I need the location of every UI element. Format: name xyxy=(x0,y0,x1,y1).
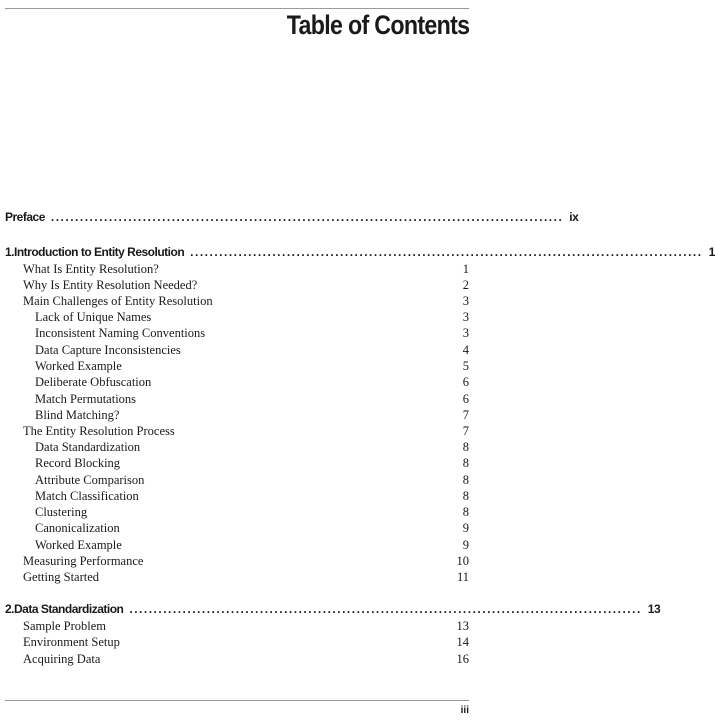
toc-label: Worked Example xyxy=(35,359,122,373)
toc-entry[interactable] xyxy=(23,635,469,650)
chapter-number: 1. xyxy=(5,245,15,259)
toc-entry[interactable] xyxy=(35,408,469,423)
toc-label: Preface xyxy=(5,210,45,224)
toc-entry[interactable] xyxy=(35,359,469,374)
toc-entry[interactable] xyxy=(23,554,469,569)
toc-label: Match Permutations xyxy=(35,392,137,406)
toc-page: 8 xyxy=(462,489,469,503)
toc-label: Data Standardization xyxy=(14,602,124,616)
toc-entry[interactable] xyxy=(35,375,469,390)
toc-entry[interactable] xyxy=(23,278,469,293)
toc-page: 7 xyxy=(462,424,469,438)
toc-entry[interactable] xyxy=(35,505,469,520)
leader-dots: .......................................................................................................... xyxy=(190,245,703,259)
toc-entry[interactable] xyxy=(23,652,469,667)
toc-label: Deliberate Obfuscation xyxy=(35,375,152,389)
toc-page: ix xyxy=(569,210,579,224)
toc-label: Measuring Performance xyxy=(23,554,144,568)
toc-label: Data Standardization xyxy=(35,440,141,454)
toc-label: Worked Example xyxy=(35,538,122,552)
toc-label: Acquiring Data xyxy=(23,652,101,666)
leader-dots: .......................................................................................................... xyxy=(50,210,564,224)
toc-label: Why Is Entity Resolution Needed? xyxy=(23,278,198,292)
chapter-number: 2. xyxy=(5,602,15,616)
toc-page: 6 xyxy=(462,392,469,406)
toc-entry[interactable] xyxy=(23,424,469,439)
toc-chapter[interactable] xyxy=(5,602,661,616)
toc-page: 5 xyxy=(462,359,469,373)
toc-page: 8 xyxy=(462,473,469,487)
top-rule xyxy=(5,8,469,9)
toc-page: 16 xyxy=(456,652,469,666)
toc-label: Introduction to Entity Resolution xyxy=(14,245,185,259)
toc-page: 13 xyxy=(456,619,469,633)
toc-page: 1 xyxy=(462,262,469,276)
page-number: iii xyxy=(460,705,469,716)
toc-label: Getting Started xyxy=(23,570,100,584)
toc-page: 3 xyxy=(462,294,469,308)
toc-label: Record Blocking xyxy=(35,456,121,470)
toc-entry[interactable] xyxy=(35,392,469,407)
toc-page: 8 xyxy=(462,440,469,454)
toc-page: 14 xyxy=(456,635,469,649)
toc-label: Inconsistent Naming Conventions xyxy=(35,326,206,340)
toc-label: Match Classification xyxy=(35,489,139,503)
toc-entry[interactable] xyxy=(35,538,469,553)
toc-page: 4 xyxy=(462,343,469,357)
toc-page: 8 xyxy=(462,456,469,470)
toc-entry[interactable] xyxy=(35,343,469,358)
toc-entry[interactable] xyxy=(35,473,469,488)
toc-page: 8 xyxy=(462,505,469,519)
toc-label: What Is Entity Resolution? xyxy=(23,262,159,276)
toc-preface[interactable] xyxy=(5,210,579,224)
toc-label: The Entity Resolution Process xyxy=(23,424,175,438)
toc-chapter[interactable] xyxy=(5,245,715,259)
toc-page: 3 xyxy=(462,310,469,324)
toc-label: Sample Problem xyxy=(23,619,106,633)
page-title: Table of Contents xyxy=(286,10,469,40)
toc-entry[interactable] xyxy=(35,456,469,471)
toc-entry[interactable] xyxy=(23,294,469,309)
toc-entry[interactable] xyxy=(23,570,469,585)
toc-page: 10 xyxy=(456,554,469,568)
toc-entry[interactable] xyxy=(23,262,469,277)
toc-entry[interactable] xyxy=(35,440,469,455)
toc-page: 9 xyxy=(462,538,469,552)
toc-page: 13 xyxy=(647,602,661,616)
toc-label: Lack of Unique Names xyxy=(35,310,152,324)
toc-page: 11 xyxy=(456,570,469,584)
toc-label: Data Capture Inconsistencies xyxy=(35,343,181,357)
toc-label: Main Challenges of Entity Resolution xyxy=(23,294,213,308)
toc-page: 3 xyxy=(462,326,469,340)
toc-page: 7 xyxy=(462,408,469,422)
bottom-rule xyxy=(5,700,469,701)
toc-label: Canonicalization xyxy=(35,521,120,535)
toc-page: 6 xyxy=(462,375,469,389)
toc-entry[interactable] xyxy=(35,326,469,341)
toc-label: Environment Setup xyxy=(23,635,120,649)
toc-entry[interactable] xyxy=(35,310,469,325)
toc-page: 2 xyxy=(462,278,469,292)
toc-entry[interactable] xyxy=(35,489,469,504)
toc-entry[interactable] xyxy=(35,521,469,536)
toc-page: 9 xyxy=(462,521,469,535)
toc-page: 1 xyxy=(708,245,715,259)
toc-label: Blind Matching? xyxy=(35,408,120,422)
toc-label: Attribute Comparison xyxy=(35,473,145,487)
toc-entry[interactable] xyxy=(23,619,469,634)
leader-dots: .......................................................................................................... xyxy=(129,602,642,616)
toc-label: Clustering xyxy=(35,505,88,519)
